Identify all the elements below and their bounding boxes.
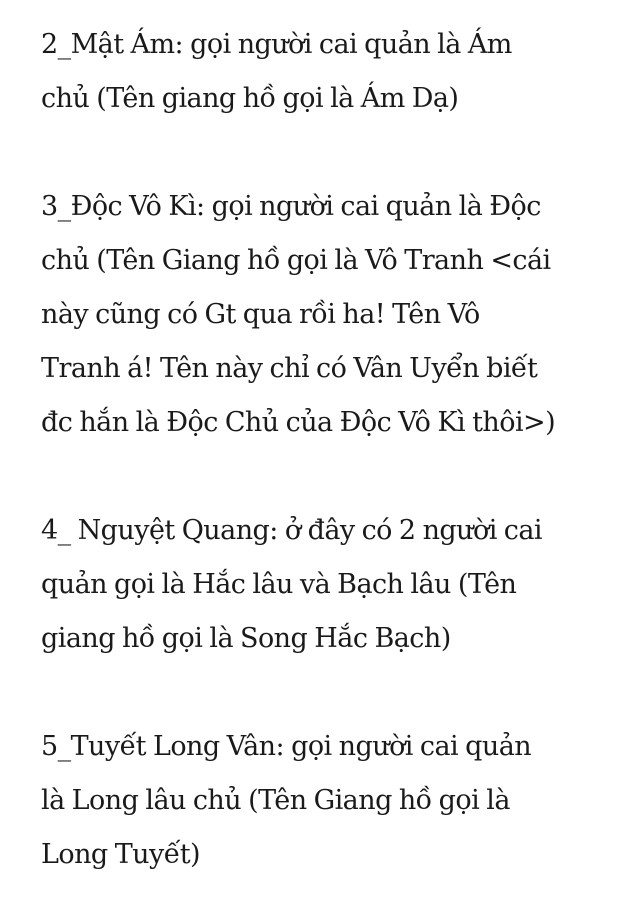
text-line: là Long lâu chủ (Tên Giang hồ gọi là <box>41 785 510 816</box>
text-line: giang hồ gọi là Song Hắc Bạch) <box>41 623 451 654</box>
text-line: 4_ Nguyệt Quang: ở đây có 2 người cai <box>41 515 543 546</box>
text-line: Tranh á! Tên này chỉ có Vân Uyển biết <box>41 353 538 384</box>
paragraph-doc-vo-ki <box>41 180 614 450</box>
text-line: đc hắn là Độc Chủ của Độc Vô Kì thôi>) <box>41 407 556 438</box>
text-line: quản gọi là Hắc lâu và Bạch lâu (Tên <box>41 569 517 600</box>
text-line: 3_Độc Vô Kì: gọi người cai quản là Độc <box>41 191 541 222</box>
text-line: 2_Mật Ám: gọi người cai quản là Ám <box>41 29 512 60</box>
text-line: chủ (Tên Giang hồ gọi là Vô Tranh <cái <box>41 245 551 276</box>
paragraph-nguyet-quang <box>41 504 614 666</box>
text-line: 5_Tuyết Long Vân: gọi người cai quản <box>41 731 532 762</box>
text-line: này cũng có Gt qua rồi ha! Tên Vô <box>41 299 480 330</box>
text-line: chủ (Tên giang hồ gọi là Ám Dạ) <box>41 83 459 114</box>
paragraph-tuyet-long-van <box>41 720 614 882</box>
text-line: Long Tuyết) <box>41 839 201 870</box>
paragraph-mat-am <box>41 18 614 126</box>
